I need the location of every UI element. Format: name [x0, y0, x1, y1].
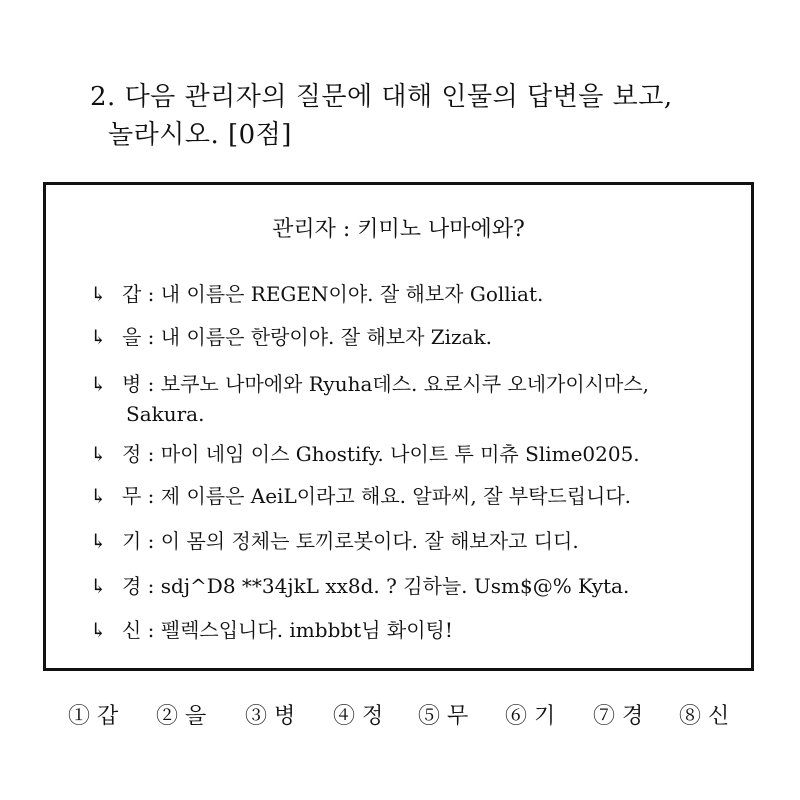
choice-7[interactable]: ⑦ 경 [593, 704, 644, 729]
question-text [90, 78, 770, 154]
answer-text: 갑 : 내 이름은 REGEN이야. 잘 해보자 Golliat. [122, 282, 544, 306]
answer-text: 병 : 보쿠노 나마에와 Ryuha데스. 요로시쿠 오네가이시마스, [122, 372, 650, 396]
answer-text: 신 : 펠렉스입니다. imbbbt님 화이팅! [122, 618, 453, 642]
choice-8[interactable]: ⑧ 신 [679, 704, 730, 729]
choice-1[interactable]: ① 갑 [68, 704, 119, 729]
answer-continuation: Sakura. [126, 402, 205, 426]
arrow-icon: ↳ [90, 529, 107, 553]
choice-5[interactable]: ⑤ 무 [418, 704, 469, 729]
answer-eul [90, 322, 730, 352]
arrow-icon: ↳ [90, 325, 107, 349]
answer-text: 을 : 내 이름은 한랑이야. 잘 해보자 Zizak. [122, 325, 492, 349]
question-line-2: 놀라시오. [0점] [108, 120, 292, 150]
box-title: 관리자 : 키미노 나마에와? [272, 217, 525, 242]
arrow-icon: ↳ [90, 372, 107, 396]
arrow-icon: ↳ [90, 442, 107, 466]
arrow-icon: ↳ [90, 484, 107, 508]
choice-4[interactable]: ④ 정 [333, 704, 384, 729]
answer-gap [90, 279, 730, 309]
answer-mu [90, 481, 730, 511]
choice-6[interactable]: ⑥ 기 [505, 704, 556, 729]
answer-jeong [90, 439, 730, 469]
answer-text: 무 : 제 이름은 AeiL이라고 해요. 알파씨, 잘 부탁드립니다. [122, 484, 632, 508]
answer-text: 정 : 마이 네임 이스 Ghostify. 나이트 투 미츄 Slime0205. [122, 442, 640, 466]
arrow-icon: ↳ [90, 282, 107, 306]
question-line-1: 2. 다음 관리자의 질문에 대해 인물의 답변을 보고, [90, 82, 673, 112]
arrow-icon: ↳ [90, 618, 107, 642]
arrow-icon: ↳ [90, 574, 107, 598]
answer-gi [90, 526, 730, 556]
dialogue-box [43, 182, 754, 671]
answer-text: 기 : 이 몸의 정체는 토끼로봇이다. 잘 해보자고 디디. [122, 529, 579, 553]
answer-gyeong [90, 571, 730, 601]
answer-choices [0, 700, 800, 734]
answer-sin [90, 615, 730, 645]
choice-2[interactable]: ② 을 [156, 704, 207, 729]
answer-text: 경 : sdj^D8 **34jkL xx8d. ? 김하늘. Usm$@% Kyta. [122, 574, 630, 598]
choice-3[interactable]: ③ 병 [245, 704, 296, 729]
answer-byeong [90, 369, 730, 429]
